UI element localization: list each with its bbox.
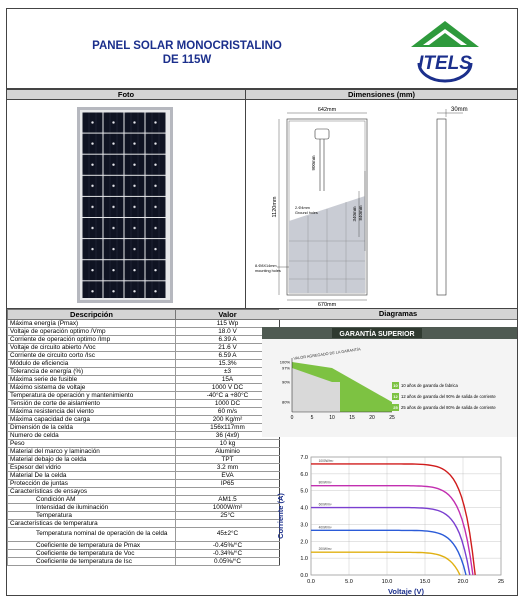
spec-description: Condición AM [8,496,176,504]
specs-table [7,309,280,566]
spec-row [8,392,280,400]
spec-description: Material debajo de la celda [8,456,176,464]
spec-value: Aluminio [176,448,280,456]
datasheet [6,8,518,596]
spec-value: EVA [176,472,280,480]
y-axis-label: Corriente (A) [276,493,285,539]
warranty-x-label: 5 [310,415,314,421]
spec-value: 1000 DC [176,400,280,408]
y-tick-label: 0.0 [300,573,308,579]
y-tick-label: 7.0 [300,455,308,461]
divider [245,89,246,309]
warranty-y-label: 90% [281,379,290,385]
spec-row [8,368,280,376]
spec-description: Corriente de operación optimo /Imp [8,336,176,344]
warranty-x-label: 0 [290,415,294,421]
col-descripcion: Descripción [8,310,176,320]
dimensions-header: Dimensiones (mm) [245,89,517,100]
legend-text: 10 años de garantía de fabrica [401,383,458,388]
spec-description: Temperatura nominal de operación de la celda [8,528,176,542]
y-tick-label: 1.0 [300,556,308,563]
warranty-x-label: 15 [349,415,355,421]
legend-number: 12 [393,394,398,399]
title-line-2: DE 115W [162,54,212,66]
spec-value: AM1.5 [176,496,280,504]
spec-description: Máxima serie de fusible [8,376,176,384]
spec-description: Coeficiente de temperatura de Isc [8,558,176,566]
y-tick-label: 5.0 [300,488,308,495]
spec-value: 156x117mm [176,424,280,432]
y-tick-label: 2.0 [300,539,308,546]
spec-value: TPT [176,456,280,464]
dim-bottom: 670mm [317,302,337,307]
spec-row [8,336,280,344]
spec-row [8,550,280,558]
spec-row [8,456,280,464]
spec-description: Máxima resistencia del viento [8,408,176,416]
spec-description: Máxima capacidad de carga [8,416,176,424]
warranty-y-label: 97% [281,365,290,371]
y-tick-label: 6.0 [300,471,308,478]
dim-h1: 340mm [352,206,357,222]
spec-description: Máxima energía (Pmax) [8,320,176,328]
col-valor: Valor [176,310,280,320]
spec-row [8,384,280,392]
spec-row [8,440,280,448]
spec-row [8,360,280,368]
spec-description: Material del marco y laminación [8,448,176,456]
legend-number: 10 [393,383,398,388]
spec-description: Temperatura de operación y mantenimiento [8,392,176,400]
foto-header: Foto [7,89,245,100]
spec-row [8,328,280,336]
spec-value: 1000 V DC [176,384,280,392]
warranty-x-label: 25 [389,415,395,421]
spec-value: IP65 [176,480,280,488]
legend-text: 25 años de garantía del 80% de salida de corriente [401,405,496,410]
series-label: 600W/m² [318,502,332,507]
legend-number: 25 [393,405,398,410]
logo-text: ITELS [418,53,472,74]
spec-value: 25°C [176,512,280,520]
x-tick-label: 20.0 [457,579,469,585]
spec-row [8,344,280,352]
mounting-holes-size: 8-Φ8X14mm [255,264,277,268]
spec-value: -40°C a +80°C [176,392,280,400]
spec-description: Características de temperatura [8,520,176,528]
spec-value: 0.05%/°C [176,558,280,566]
spec-description: Numero de celda [8,432,176,440]
spec-description: Dimensión de la celda [8,424,176,432]
spec-description: Material De la celda [8,472,176,480]
dim-depth: 30mm [451,107,468,113]
x-tick-label: 5.0 [345,579,353,585]
spec-description: Intensidad de iluminación [8,504,176,512]
spec-value: 115 Wp [176,320,280,328]
spec-description: Coeficiente de temperatura de Pmax [8,542,176,550]
spec-row [8,376,280,384]
warranty-y-label: 80% [281,399,290,405]
spec-description: Protección de juntas [8,480,176,488]
spec-row [8,464,280,472]
spec-value [176,520,280,528]
spec-value: -0.34%/°C [176,550,280,558]
dim-w2: 900mm [311,155,316,171]
series-label: 400W/m² [318,525,332,530]
warranty-curve-label: VALOR AGREGADO DE LA GARANTÍA [293,347,361,361]
spec-value: 10 kg [176,440,280,448]
series-label: 200W/m² [318,547,332,552]
spec-row [8,542,280,550]
spec-description: Características de ensayos [8,488,176,496]
spec-description: Temperatura [8,512,176,520]
spec-value: ±3 [176,368,280,376]
header [7,9,517,89]
warranty-x-label: 10 [329,415,335,421]
iv-curve-chart [269,449,517,597]
spec-value: 200 Kg/m² [176,416,280,424]
x-tick-label: 0.0 [307,579,315,585]
spec-value: 21.6 V [176,344,280,352]
spec-description: Peso [8,440,176,448]
x-tick-label: 10.0 [381,579,393,585]
spec-description: Voltaje de operación optimo /Vmp [8,328,176,336]
title-line-1: PANEL SOLAR MONOCRISTALINO [92,40,282,52]
spec-value: 6.59 A [176,352,280,360]
dim-height: 1120mm [272,196,278,218]
spec-value: -0.45%/°C [176,542,280,550]
spec-row [8,504,280,512]
x-tick-label: 15.0 [419,579,431,585]
spec-description: Coeficiente de temperatura de Voc [8,550,176,558]
spec-row [8,472,280,480]
y-tick-label: 3.0 [300,522,308,529]
x-tick-label: 25 [497,579,505,585]
spec-row [8,408,280,416]
spec-row [8,352,280,360]
spec-row [8,320,280,328]
spec-value: 15.3% [176,360,280,368]
spec-description: Voltaje de circuito abierto /Voc [8,344,176,352]
spec-row [8,432,280,440]
y-tick-label: 4.0 [300,505,308,512]
x-axis-label: Voltaje (V) [387,587,425,596]
mounting-holes-label: mounting holes [255,269,281,273]
page-title [67,39,307,67]
spec-description: Tensión de corte de aislamiento [8,400,176,408]
spec-value: 60 m/s [176,408,280,416]
spec-description: Módulo de eficiencia [8,360,176,368]
spec-description: Espesor del vidrio [8,464,176,472]
legend-text: 12 años de garantía del 90% de salida de corriente [401,394,496,399]
spec-row [8,424,280,432]
ground-holes-label: Ground holes [295,211,318,215]
spec-row [8,400,280,408]
spec-value: 3.2 mm [176,464,280,472]
spec-row [8,558,280,566]
spec-row [8,520,280,528]
spec-row [8,480,280,488]
spec-value: 18.0 V [176,328,280,336]
spec-value: 15A [176,376,280,384]
spec-value: 45±2°C [176,528,280,542]
ground-holes-size: 2-Φ4mm [295,206,310,210]
panel-photo [77,107,173,303]
spec-value: 6.39 A [176,336,280,344]
warranty-y-label: 100% [279,359,290,365]
dim-h2: 840mm [358,205,363,221]
spec-description: Máximo sistema de voltaje [8,384,176,392]
spec-row [8,488,280,496]
spec-row [8,496,280,504]
spec-value: 1000W/m² [176,504,280,512]
series-label: 1000W/m² [318,458,334,463]
warranty-x-label: 20 [369,415,375,421]
series-label: 800W/m² [318,480,332,485]
dim-width: 642mm [317,107,337,113]
spec-row [8,416,280,424]
spec-value [176,488,280,496]
spec-value: 36 (4x9) [176,432,280,440]
warranty-banner-text: GARANTÍA SUPERIOR [339,331,415,338]
warranty-diagram [262,327,517,437]
itels-logo [405,19,485,85]
diagrams-header: Diagramas [279,309,517,320]
spec-description: Corriente de circuito corto /Isc [8,352,176,360]
dimensions-drawing [255,101,517,307]
spec-row [8,448,280,456]
spec-description: Tolerancia de energía (%) [8,368,176,376]
spec-row [8,528,280,542]
spec-row [8,512,280,520]
